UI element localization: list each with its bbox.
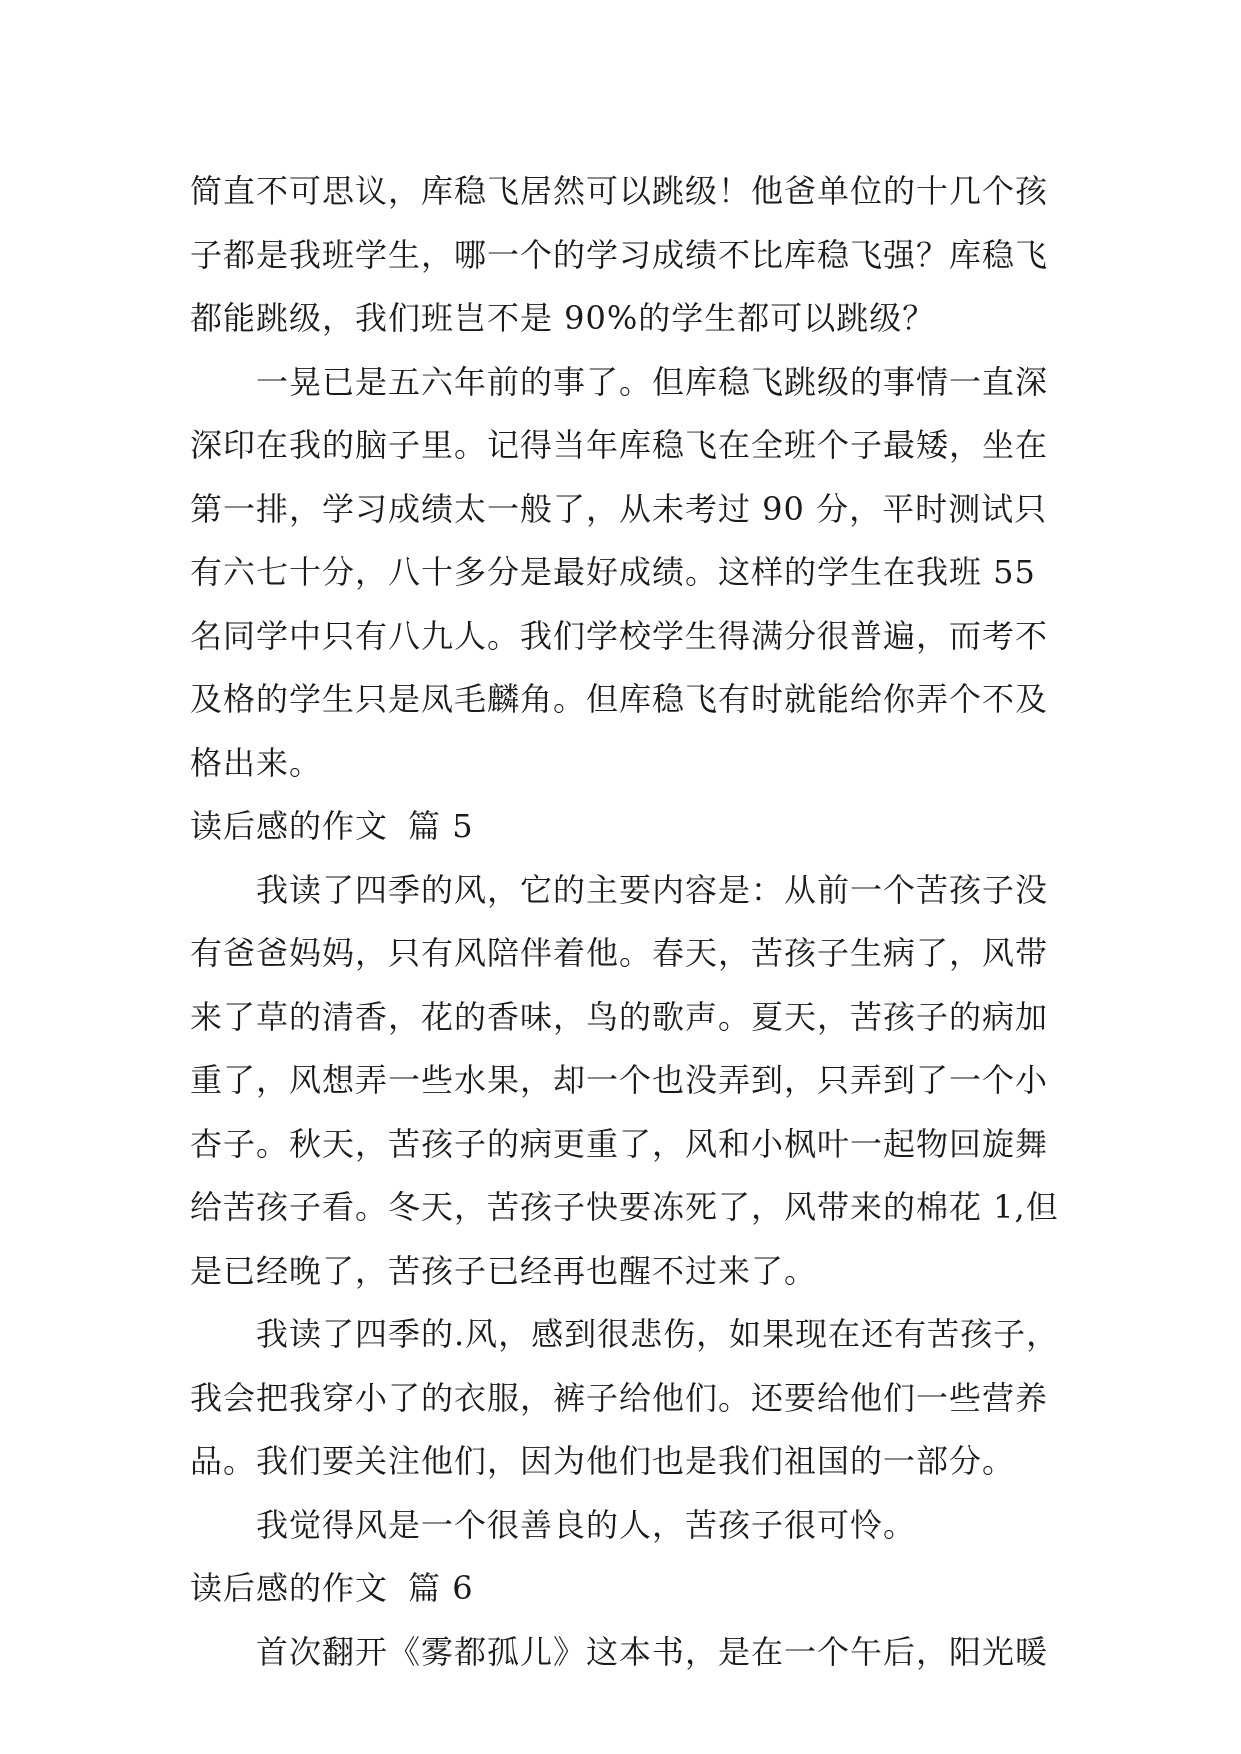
text-line: 有爸爸妈妈，只有风陪伴着他。春天，苦孩子生病了，风带 xyxy=(190,934,1049,972)
text-line: 我会把我穿小了的衣服，裤子给他们。还要给他们一些营养 xyxy=(190,1378,1049,1417)
section-heading xyxy=(190,1557,1070,1621)
text-line: 有六七十分，八十多分是最好成绩。这样的学生在我班 55 xyxy=(190,553,1036,591)
section-heading-title: 读后感的作文 xyxy=(190,807,389,845)
paragraph-first-line: 我觉得风是一个很善良的人，苦孩子很可怜。 xyxy=(256,1505,917,1544)
section-heading-number: 篇 5 xyxy=(408,807,474,845)
document-body xyxy=(190,160,1070,1684)
paragraph-first-line: 一晃已是五六年前的事了。但库稳飞跳级的事情一直深 xyxy=(256,362,1049,401)
paragraph-first-line: 我读了四季的.风，感到很悲伤，如果现在还有苦孩子， xyxy=(256,1315,1060,1353)
text-line: 子都是我班学生，哪一个的学习成绩不比库稳飞强？库稳飞 xyxy=(190,235,1049,274)
text-line: 重了，风想弄一些水果，却一个也没弄到，只弄到了一个小 xyxy=(190,1061,1049,1099)
text-line: 第一排，学习成绩太一般了，从未考过 90 分，平时测试只 xyxy=(190,489,1048,528)
paragraph-first-line: 我读了四季的风，它的主要内容是：从前一个苦孩子没 xyxy=(256,870,1049,909)
text-line: 品。我们要关注他们，因为他们也是我们祖国的一部分。 xyxy=(190,1442,1016,1480)
text-line: 杏子。秋天，苦孩子的病更重了，风和小枫叶一起物回旋舞 xyxy=(190,1124,1049,1163)
text-line: 名同学中只有八九人。我们学校学生得满分很普遍，而考不 xyxy=(190,616,1049,655)
text-line: 来了草的清香，花的香味，鸟的歌声。夏天，苦孩子的病加 xyxy=(190,997,1049,1036)
text-line: 是已经晚了，苦孩子已经再也醒不过来了。 xyxy=(190,1251,818,1290)
text-line: 深印在我的脑子里。记得当年库稳飞在全班个子最矮，坐在 xyxy=(190,426,1049,464)
section-heading-title: 读后感的作文 xyxy=(190,1569,389,1607)
section-heading xyxy=(190,795,1070,859)
text-line: 及格的学生只是凤毛麟角。但库稳飞有时就能给你弄个不及 xyxy=(190,680,1049,718)
text-line: 给苦孩子看。冬天，苦孩子快要冻死了，风带来的棉花 1,但 xyxy=(190,1188,1059,1226)
paragraph-first-line: 首次翻开《雾都孤儿》这本书，是在一个午后，阳光暖 xyxy=(256,1632,1049,1671)
text-line: 简直不可思议，库稳飞居然可以跳级！他爸单位的十几个孩 xyxy=(190,172,1049,210)
section-heading-number: 篇 6 xyxy=(408,1569,474,1607)
text-line: 格出来。 xyxy=(190,743,323,782)
text-line: 都能跳级，我们班岂不是 90%的学生都可以跳级？ xyxy=(190,299,936,337)
